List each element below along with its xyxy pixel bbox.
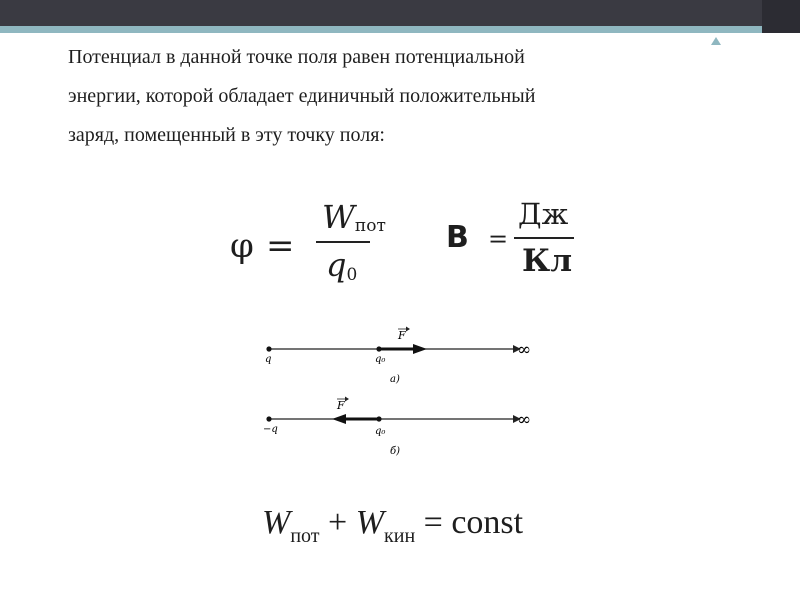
force-diagram: [255, 318, 545, 463]
force-arrowhead-icon: [332, 414, 346, 424]
equals-sign: =: [266, 226, 295, 266]
unit-formula: [446, 195, 586, 290]
test-charge-dot: [376, 416, 381, 421]
force-label: F: [398, 329, 406, 342]
force-label: F: [337, 399, 345, 412]
definition-paragraph: [68, 38, 748, 155]
kinetic-subscript: кин: [384, 525, 416, 547]
caption-b: б): [390, 446, 401, 457]
force-arrowhead-icon: [413, 344, 427, 354]
diagram-b: [263, 397, 531, 458]
charge-symbol: q: [326, 246, 347, 284]
paragraph-line-1: Потенциал в данной точке поля равен потенциальной: [68, 46, 525, 68]
potential-energy-symbol: W: [262, 504, 291, 541]
diagram-a: [265, 327, 531, 386]
energy-symbol: W: [322, 198, 355, 236]
test-charge-label: q₀: [375, 426, 386, 437]
kinetic-energy-symbol: W: [355, 504, 385, 541]
infinity-symbol: ∞: [517, 410, 532, 430]
joule-unit: Дж: [518, 197, 569, 231]
energy-conservation-formula: [262, 504, 523, 548]
coulomb-unit: Кл: [522, 243, 573, 279]
vector-arrow-icon: [406, 327, 410, 332]
equals-sign: =: [488, 225, 509, 253]
source-charge-dot: [266, 346, 271, 351]
header-stripe: [0, 26, 800, 33]
source-charge-label: q: [265, 354, 272, 365]
potential-formula: [230, 198, 386, 293]
fraction-numerator: [322, 198, 386, 236]
fraction-denominator: [326, 246, 357, 285]
caption-a: а): [390, 374, 400, 385]
paragraph-line-3: заряд, помещенный в эту точку поля:: [68, 124, 385, 146]
phi-symbol: φ: [230, 226, 254, 266]
fraction-line: [316, 241, 370, 243]
test-charge-label: q₀: [375, 354, 386, 365]
test-charge-dot: [376, 346, 381, 351]
charge-subscript: 0: [346, 265, 358, 285]
header-bar: [0, 0, 800, 26]
plus-sign: +: [328, 504, 348, 541]
header-accent-block: [762, 0, 800, 33]
fraction-line: [514, 237, 574, 239]
energy-subscript: пот: [354, 216, 386, 236]
source-charge-dot: [266, 416, 271, 421]
vector-arrow-icon: [345, 397, 349, 402]
infinity-symbol: ∞: [517, 340, 532, 360]
paragraph-line-2: энергии, которой обладает единичный положительный: [68, 85, 536, 107]
potential-subscript: пот: [290, 525, 320, 547]
equals-const: = const: [423, 504, 524, 541]
source-charge-label: −q: [263, 424, 278, 435]
volt-unit: В: [446, 220, 469, 255]
